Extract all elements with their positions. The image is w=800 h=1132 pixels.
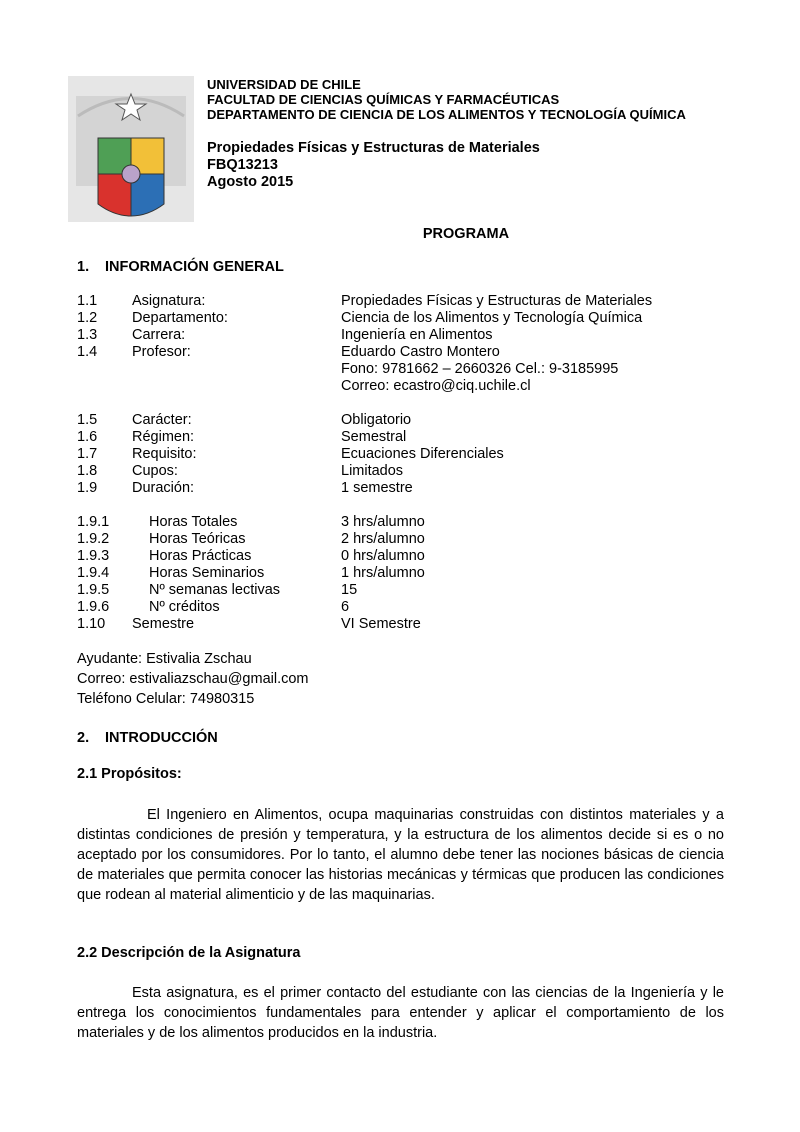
row-value: Ingeniería en Alimentos <box>341 327 493 343</box>
row-label: Departamento: <box>132 310 228 326</box>
assistant-info <box>77 649 309 709</box>
row-value: Semestral <box>341 429 407 445</box>
row-value: 1 hrs/alumno <box>341 565 425 581</box>
assistant-phone: Teléfono Celular: 74980315 <box>77 691 255 707</box>
row-value: Correo: ecastro@ciq.uchile.cl <box>341 378 531 394</box>
university-logo <box>68 76 194 222</box>
row-number: 1.1 <box>77 293 98 309</box>
course-header <box>207 140 540 191</box>
row-label: Profesor: <box>132 344 191 360</box>
faculty-name: FACULTAD DE CIENCIAS QUÍMICAS Y FARMACÉUTICAS <box>207 92 560 107</box>
row-label: Carácter: <box>132 412 192 428</box>
document-title: PROGRAMA <box>422 226 510 242</box>
row-value: 1 semestre <box>341 480 413 496</box>
row-number: 1.10 <box>77 616 106 632</box>
row-number: 1.8 <box>77 463 98 479</box>
row-value: Limitados <box>341 463 404 479</box>
row-label: Régimen: <box>132 429 195 445</box>
row-value: 6 <box>341 599 350 615</box>
row-value: Eduardo Castro Montero <box>341 344 500 360</box>
row-label: Asignatura: <box>132 293 206 309</box>
row-number: 1.5 <box>77 412 98 428</box>
assistant-name: Ayudante: Estivalia Zschau <box>77 651 252 667</box>
row-number: 1.9 <box>77 480 98 496</box>
institution-header <box>207 77 686 122</box>
row-value: 0 hrs/alumno <box>341 548 425 564</box>
row-label: Requisito: <box>132 446 197 462</box>
university-name: UNIVERSIDAD DE CHILE <box>207 77 361 92</box>
row-number: 1.9.4 <box>77 565 110 581</box>
row-number: 1.2 <box>77 310 98 326</box>
row-value: Ciencia de los Alimentos y Tecnología Química <box>341 310 643 326</box>
subsection-2-1-heading: 2.1 Propósitos: <box>77 766 182 782</box>
row-number: 1.9.5 <box>77 582 110 598</box>
course-name: Propiedades Físicas y Estructuras de Materiales <box>207 140 540 156</box>
row-label: Carrera: <box>132 327 186 343</box>
row-value: 2 hrs/alumno <box>341 531 425 547</box>
row-label: Horas Totales <box>149 514 238 530</box>
row-label: Nº semanas lectivas <box>149 582 281 598</box>
purpose-paragraph: El Ingeniero en Alimentos, ocupa maquinarias construidas con distintos materiales y a distintas condiciones de presión y temperatura, y la estructura de los alimentos decide si es o no aceptado por los consumidores. Por lo tanto, el alumno debe tener las nociones básicas de ciencia de materiales que permita conocer las historias mecánicas y térmicas que producen las condiciones que rodean al material alimenticio y de las maquinarias. <box>77 807 724 903</box>
row-number: 1.9.3 <box>77 548 110 564</box>
row-label: Horas Teóricas <box>149 531 246 547</box>
row-number: 1.3 <box>77 327 98 343</box>
row-value: Ecuaciones Diferenciales <box>341 446 504 462</box>
course-code: FBQ13213 <box>207 157 278 173</box>
department-name: DEPARTAMENTO DE CIENCIA DE LOS ALIMENTOS Y TECNOLOGÍA QUÍMICA <box>207 107 686 122</box>
description-paragraph: Esta asignatura, es el primer contacto del estudiante con las ciencias de la Ingeniería y le entrega los conocimientos fundamentales para entender y aplicar el comportamiento de los materiales y de los alimentos producidos en la industria. <box>77 985 724 1041</box>
row-number: 1.9.6 <box>77 599 110 615</box>
row-label: Cupos: <box>132 463 178 479</box>
row-number: 1.9.1 <box>77 514 110 530</box>
row-number: 1.9.2 <box>77 531 110 547</box>
row-label: Semestre <box>132 616 195 632</box>
row-value: 15 <box>341 582 358 598</box>
assistant-email: Correo: estivaliazschau@gmail.com <box>77 671 309 687</box>
row-label: Horas Prácticas <box>149 548 252 564</box>
row-label: Duración: <box>132 480 195 496</box>
row-value: Fono: 9781662 – 2660326 Cel.: 9-3185995 <box>341 361 619 377</box>
row-value: VI Semestre <box>341 616 421 632</box>
row-value: Obligatorio <box>341 412 412 428</box>
subsection-2-2-heading: 2.2 Descripción de la Asignatura <box>77 945 301 961</box>
row-number: 1.7 <box>77 446 98 462</box>
row-number: 1.4 <box>77 344 98 360</box>
row-value: 3 hrs/alumno <box>341 514 425 530</box>
course-date: Agosto 2015 <box>207 174 294 190</box>
row-value: Propiedades Físicas y Estructuras de Materiales <box>341 293 653 309</box>
row-label: Horas Seminarios <box>149 565 265 581</box>
row-label: Nº créditos <box>149 599 220 615</box>
row-number: 1.6 <box>77 429 98 445</box>
